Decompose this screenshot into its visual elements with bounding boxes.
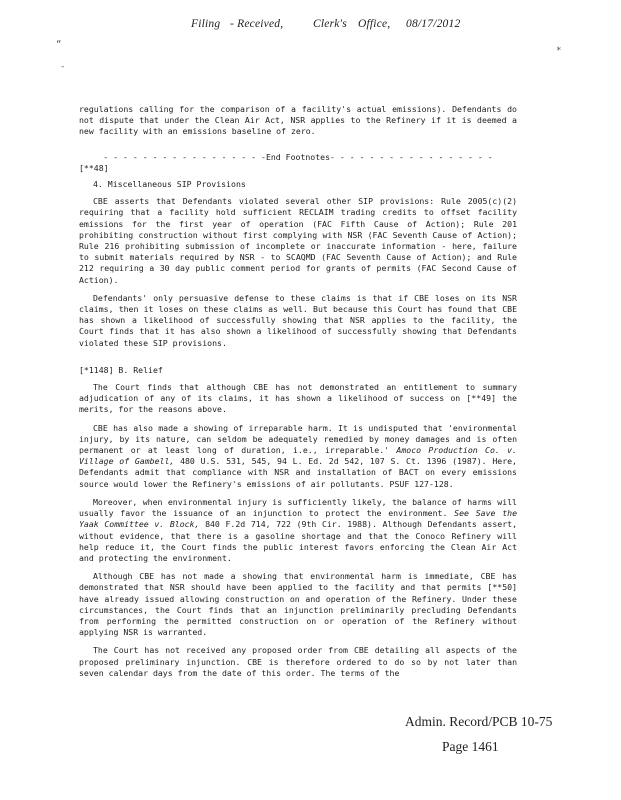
paragraph-defense: Defendants' only persuasive defense to these claims is that if CBE loses on its NSR claims, then it loses on these claims as well. But because this Court has found that CBE has shown a likelihood of successfully showing that NSR applies to the facility, the Court finds that it has also shown a likelihood of successfully showing that Defendants violated these SIP provisions.: [79, 292, 517, 348]
paragraph-likelihood: The Court finds that although CBE has not demonstrated an entitlement to summary adjudication of any of its claims, it has shown a likelihood of success on [**49] the merits, for the reasons above.: [79, 382, 517, 415]
stamp-filing: Filing: [191, 18, 221, 30]
paragraph-sip-provisions: CBE asserts that Defendants violated several other SIP provisions: Rule 2005(c)(2) requiring that a facility hold sufficient RECLAIM trading credits to offset facility emissions for the first year of operation (FAC Fifth Cause of Action); Rule 201 prohibiting construction without first complying with NSR (FAC Seventh Cause of Action); Rule 216 prohibiting submission of incomplete or inaccurate information - here, failure to submit materials required by NSR - to SCAQMD (FAC Seventh Cause of Action); and Rule 212 requiring a 30 day public comment period for grants of permits (FAC Second Cause of Action).: [79, 196, 517, 285]
paragraph-proposed-order: The Court has not received any proposed order from CBE detailing all aspects of the proposed preliminary injunction. CBE is therefore ordered to do so by not later than seven calendar days from the date of this order. The terms of the: [79, 645, 517, 678]
carryover-paragraph: regulations calling for the comparison of a facility's actual emissions). Defendants do not dispute that under the Clean Air Act, NSR applies to the Refinery if it is deemed a new facility with an emissions baseline of zero.: [79, 104, 517, 137]
paragraph-injunction: Although CBE has not made a showing that environmental harm is immediate, CBE has demonstrated that NSR should have been applied to the facility and that permits [**50] have already issued allowing construction on and operation of the Refinery. Under these circumstances, the Court finds that an injunction preliminarily precluding Defendants from performing the permitted construction on or operation of the Refinery without applying NSR is warranted.: [79, 571, 517, 638]
end-footnotes-divider: - - - - - - - - - - - - - - - - -End Footnotes- - - - - - - - - - - - - - - - -: [103, 151, 493, 162]
margin-mark: -: [60, 62, 66, 72]
case-cite-amoco: Amoco Production Co. v. Village of Gambell,: [79, 445, 517, 467]
margin-mark: “: [56, 40, 62, 50]
stamp-received: - Received,: [230, 18, 284, 30]
relief-heading: [*1148] B. Relief: [79, 364, 163, 375]
page-number: Page 1461: [442, 739, 499, 754]
case-cite-yaak: See Save the Yaak Committee v. Block,: [79, 508, 518, 530]
misc-sip-heading: 4. Miscellaneous SIP Provisions: [93, 179, 246, 190]
stamp-date: 08/17/2012: [406, 18, 461, 30]
margin-mark: *: [556, 46, 562, 56]
star-page-48: [**48]: [79, 162, 109, 173]
stamp-office: Office,: [358, 18, 391, 30]
admin-record-label: Admin. Record/PCB 10-75: [405, 714, 553, 729]
paragraph-irreparable-harm: CBE has also made a showing of irreparable harm. It is undisputed that 'environmental injury, by its nature, can seldom be adequately remedied by money damages and is often permanent or at least long of duration, i.e., irreparable.' Amoco Production Co. v. Village of Gambell, 480 U.S. 531, 545, 94 L. Ed. 2d 542, 107 S. Ct. 1396 (1987). Here, Defendants admit that compliance with NSR and installation of BACT on every emissions source would lower the Refinery's emissions of air pollutants. PSUF 127-128.: [79, 422, 517, 489]
stamp-clerks: Clerk's: [313, 18, 347, 30]
opinion-text: [79, 104, 517, 686]
paragraph-balance-of-harms: Moreover, when environmental injury is sufficiently likely, the balance of harms will usually favor the issuance of an injunction to protect the environment. See Save the Yaak Committee v. Block, 840 F.2d 714, 722 (9th Cir. 1988). Although Defendants assert, without evidence, that there is a gasoline shortage and that the Conoco Refinery will help reduce it, the Court finds the public interest favors enforcing the Clean Air Act and protecting the environment.: [79, 496, 518, 563]
